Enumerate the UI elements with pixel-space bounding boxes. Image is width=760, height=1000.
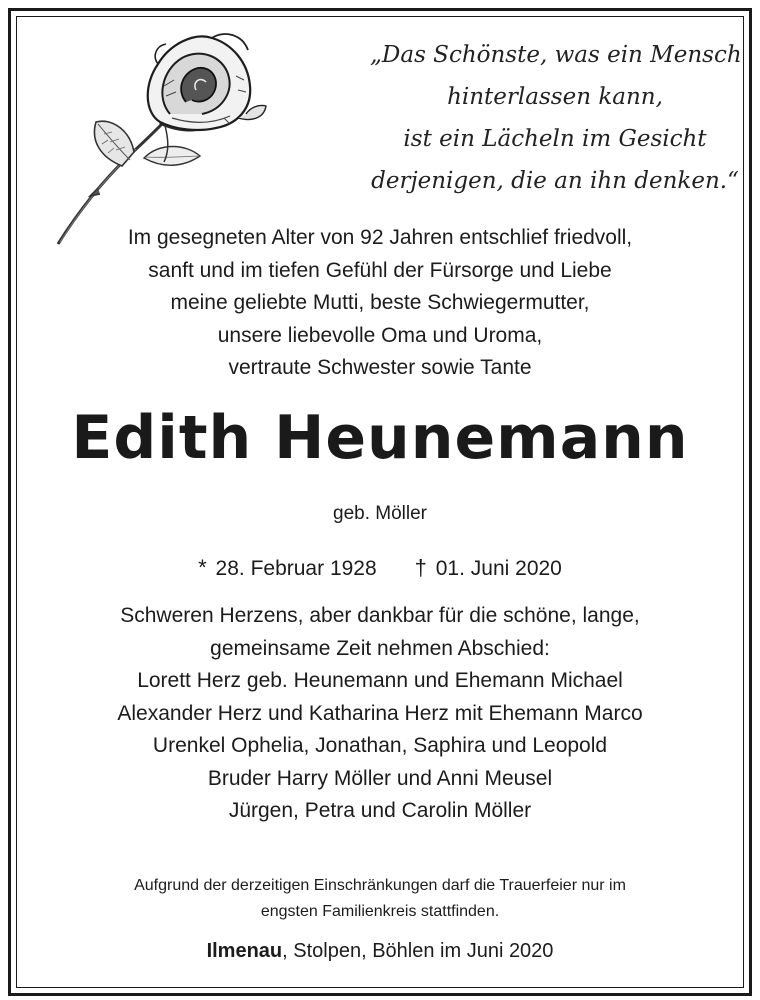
mourners-line: Jürgen, Petra und Carolin Möller [228, 799, 532, 822]
funeral-notice [0, 873, 760, 925]
mourners-line: Urenkel Ophelia, Jonathan, Saphira und Leopold [152, 734, 608, 757]
mourners-line: gemeinsame Zeit nehmen Abschied: [210, 636, 550, 660]
mourners-line: Alexander Herz und Katharina Herz mit Ehemann Marco [117, 701, 643, 725]
mourners-line: Bruder Harry Möller und Anni Meusel [207, 766, 553, 790]
rose-icon [52, 26, 272, 248]
birth-date-group [198, 552, 377, 585]
maiden-name: geb. Möller [333, 503, 427, 524]
intro-line: Im gesegneten Alter von 92 Jahren entschlief friedvoll, [127, 226, 633, 249]
place-bold: Ilmenau [206, 940, 283, 962]
intro-line: vertraute Schwester sowie Tante [228, 356, 532, 379]
quote-line: „Das Schönste, was ein Mensch [370, 42, 742, 68]
death-cross-icon: † [414, 555, 427, 580]
birth-date: 28. Februar 1928 [215, 557, 377, 580]
intro-line: unsere liebevolle Oma und Uroma, [217, 323, 543, 347]
mourners-line: Lorett Herz geb. Heunemann und Ehemann Michael [137, 669, 623, 692]
birth-star-icon: * [198, 555, 207, 580]
notice-line: Aufgrund der derzeitigen Einschränkungen darf die Trauerfeier nur im [134, 877, 626, 894]
mourners-line: Schweren Herzens, aber dankbar für die schöne, lange, [120, 604, 640, 627]
intro-text [0, 222, 760, 385]
notice-line: engsten Familienkreis stattfinden. [260, 903, 500, 920]
place-rest: , Stolpen, Böhlen im Juni 2020 [282, 940, 554, 962]
mourners-list [0, 600, 760, 828]
quote-line: derjenigen, die an ihn denken.“ [371, 168, 739, 194]
intro-line: meine geliebte Mutti, beste Schwiegermutter, [170, 291, 590, 314]
memorial-quote [370, 34, 740, 202]
life-dates [0, 552, 760, 585]
place-and-date [0, 936, 760, 966]
intro-line: sanft und im tiefen Gefühl der Fürsorge und Liebe [148, 258, 612, 282]
deceased-name: Edith Heunemann [71, 403, 689, 473]
death-date: 01. Juni 2020 [435, 557, 562, 580]
quote-line: ist ein Lächeln im Gesicht [403, 126, 707, 152]
death-date-group [415, 552, 562, 585]
quote-line: hinterlassen kann, [447, 84, 663, 110]
